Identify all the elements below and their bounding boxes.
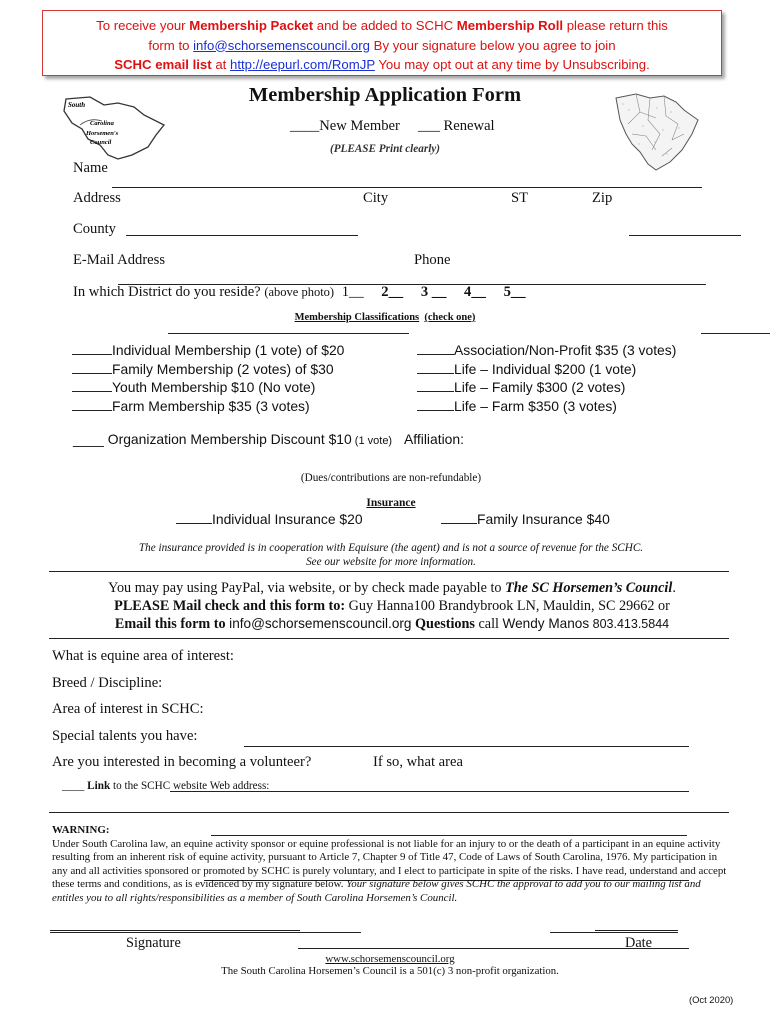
version-date: (Oct 2020): [689, 994, 734, 1005]
form-title: Membership Application Form: [248, 84, 522, 106]
signature-line-top: [50, 930, 300, 931]
warning-divider: [49, 812, 729, 813]
option-association[interactable]: Association/Non-Profit $35 (3 votes): [417, 341, 676, 360]
warning-title: WARNING:: [52, 824, 110, 836]
signature-label: Signature: [126, 935, 181, 951]
insurance-family-option[interactable]: Family Insurance $40: [441, 511, 610, 527]
option-youth[interactable]: Youth Membership $10 (No vote): [72, 378, 344, 397]
notice-box: [42, 10, 722, 76]
date-line-top: [595, 930, 678, 931]
q-volunteer-area: If so, what area: [373, 754, 463, 770]
classifications-right: [417, 341, 676, 416]
email-label: E-Mail Address: [73, 252, 166, 268]
county-label: County: [73, 221, 116, 237]
svg-text:Horsemen's: Horsemen's: [86, 130, 119, 137]
option-life-farm[interactable]: Life – Farm $350 (3 votes): [417, 397, 676, 416]
phone-label: Phone: [414, 252, 451, 268]
district-2[interactable]: 2__: [381, 284, 404, 300]
link-row: ____ Link to the SCHC website Web address:: [62, 780, 270, 792]
date-line[interactable]: [550, 932, 678, 933]
district-3[interactable]: 3 __: [420, 284, 447, 300]
zip-label: Zip: [592, 190, 613, 206]
district-4[interactable]: 4__: [464, 284, 486, 300]
q-breed: Breed / Discipline:: [52, 675, 163, 691]
option-life-family[interactable]: Life – Family $300 (2 votes): [417, 378, 676, 397]
warning-block: [52, 824, 734, 906]
q-talents: Special talents you have:: [52, 728, 198, 744]
address-label: Address: [73, 190, 121, 206]
insurance-individual-option[interactable]: Individual Insurance $20: [176, 511, 363, 527]
classifications-heading: Membership Classifications (check one): [294, 312, 476, 323]
svg-text:South: South: [68, 101, 86, 109]
district-5[interactable]: 5__: [503, 284, 526, 300]
insurance-heading: Insurance: [366, 497, 416, 509]
q-equine-area-field[interactable]: [244, 745, 689, 747]
notice-line-1: To receive your Membership Packet and be added to SCHC Membership Roll please return this: [96, 18, 668, 33]
option-farm[interactable]: Farm Membership $35 (3 votes): [72, 397, 344, 416]
q-area-schc: Area of interest in SCHC:: [52, 701, 204, 717]
district-1[interactable]: 1__: [341, 284, 364, 300]
signature-line[interactable]: [50, 932, 361, 933]
affiliation-label: Affiliation:: [404, 431, 464, 447]
footer-nonprofit: The South Carolina Horsemen’s Council is a 501(c) 3 non-profit organization.: [221, 965, 559, 977]
notice-line-2: form to info@schorsemenscouncil.org By your signature below you agree to join: [148, 37, 616, 53]
notice-email-link[interactable]: info@schorsemenscouncil.org: [193, 37, 370, 53]
date-label: Date: [625, 935, 652, 951]
q-equine-area: What is equine area of interest:: [52, 648, 234, 664]
notice-signup-link[interactable]: http://eepurl.com/RomJP: [230, 57, 375, 72]
classifications-left: [72, 341, 344, 416]
option-individual[interactable]: Individual Membership (1 vote) of $20: [72, 341, 344, 360]
payment-divider: [49, 638, 729, 639]
svg-text:Council: Council: [90, 139, 112, 146]
payment-line-1: You may pay using PayPal, via website, or by check made payable to The SC Horsemen’s Council.: [108, 580, 676, 596]
name-field[interactable]: [112, 186, 702, 188]
option-life-individual[interactable]: Life – Individual $200 (1 vote): [417, 360, 676, 379]
payment-line-3: Email this form to info@schorsemenscouncil.org Questions call Wendy Manos 803.413.5844: [114, 616, 670, 632]
q-volunteer: Are you interested in becoming a volunteer?: [52, 754, 312, 770]
city-label: City: [363, 190, 389, 206]
email-field[interactable]: [168, 332, 409, 334]
address-field[interactable]: [126, 234, 358, 236]
city-field[interactable]: [629, 234, 741, 236]
payment-email[interactable]: info@schorsemenscouncil.org: [229, 616, 412, 631]
district-note: (above photo): [264, 285, 335, 299]
svg-text:Carolina: Carolina: [90, 120, 114, 127]
footer-website[interactable]: www.schorsemenscouncil.org: [325, 953, 455, 965]
notice-line-3: SCHC email list at http://eepurl.com/RomJP You may opt out at any time by Unsubscribing.: [114, 57, 650, 72]
district-row: [73, 284, 525, 301]
warning-text: Under South Carolina law, an equine activity sponsor or equine professional is not liable for an injury to or the death of a participant in an equine activity resulting from an inherent risk of equine activity, pursuant to Article 7, Chapter 9 of Title 47, Code of Laws of South Carolina, 1976. My participation in any and all activities sponsored or promoted by SCHC is purely voluntary, and I elect to participate in spite of the risks. I have read, understand and accept these terms and conditions, as is evidenced by my signature below. Your signature below gives SCHC the approval to add you to our mailing list and entitles you to all rights/responsibilities as a member of South Carolina Horsemen’s Council.: [52, 837, 727, 904]
name-label: Name: [73, 160, 108, 176]
insurance-note: The insurance provided is in cooperation with Equisure (the agent) and is not a source of revenue for the SCHC.: [138, 542, 644, 554]
phone-field[interactable]: [701, 332, 770, 334]
dues-note: (Dues/contributions are non-refundable): [300, 472, 482, 484]
org-discount-row[interactable]: ____ Organization Membership Discount $10 (1 vote): [73, 431, 393, 447]
payment-line-2: PLEASE Mail check and this form to: Guy Hanna100 Brandybrook LN, Mauldin, SC 29662 or: [114, 598, 670, 614]
new-member-option[interactable]: ____New Member: [290, 118, 400, 134]
option-family[interactable]: Family Membership (2 votes) of $30: [72, 360, 344, 379]
print-note: (PLEASE Print clearly): [329, 143, 440, 155]
insurance-divider: [49, 571, 729, 572]
insurance-website-note: See our website for more information.: [306, 556, 476, 568]
district-question: In which District do you reside?: [73, 284, 261, 300]
renewal-option[interactable]: ___ Renewal: [418, 118, 495, 134]
state-label: ST: [511, 190, 529, 206]
